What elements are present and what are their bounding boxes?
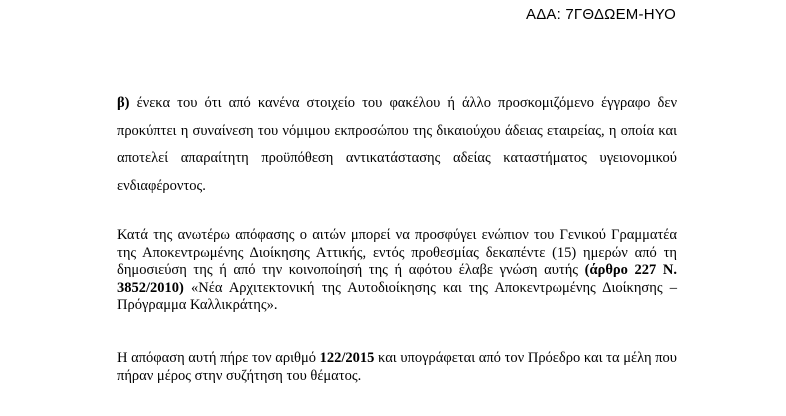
paragraph-b [117,90,677,200]
paragraph-b-body: ένεκα του ότι από κανένα στοιχείο του φακέλου ή άλλο προσκομιζόμενο έγγραφο δεν προκύπτει η συναίνεση του νόμιμου εκπροσώπου της δικαιούχου άδειας εταιρείας, η οποία και αποτελεί απαραίτητη προϋπόθεση αντικατάστασης αδείας καταστήματος υγειονομικού ενδιαφέροντος. [117,95,677,194]
ada-code: ΑΔΑ: 7ΓΘΔΩΕΜ-ΗΥΟ [526,6,676,23]
paragraph-decision [117,350,677,385]
paragraph-decision-before: Η απόφαση αυτή πήρε τον αριθμό [117,350,320,366]
paragraph-decision-text [117,350,677,385]
paragraph-appeal-text [117,227,677,315]
paragraph-appeal-before: Κατά της ανωτέρω απόφασης ο αιτών μπορεί να προσφύγει ενώπιον του Γενικού Γραμματέα της Αποκεντρωμένης Διοίκησης Αττικής, εντός προθεσμίας δεκαπέντε (15) ημερών από τη δημοσιεύση της ή από την κοινοποίησή της ή αφότου έλαβε γνώση αυτής [117,227,677,278]
decision-number: 122/2015 [319,350,375,366]
paragraph-appeal [117,227,677,315]
paragraph-b-text [117,90,677,200]
paragraph-b-marker: β) [117,95,130,111]
paragraph-appeal-after: «Νέα Αρχιτεκτονική της Αυτοδιοίκησης και της Αποκεντρωμένης Διοίκησης – Πρόγραμμα Καλλικράτης». [117,279,677,313]
paragraph-appeal-legal-ref: (άρθρο 227 Ν. 3852/2010) [117,262,677,296]
paragraph-decision-after: και υπογράφεται από τον Πρόεδρο και τα μέλη που πήραν μέρος στην συζήτηση του θέματος. [117,350,677,384]
